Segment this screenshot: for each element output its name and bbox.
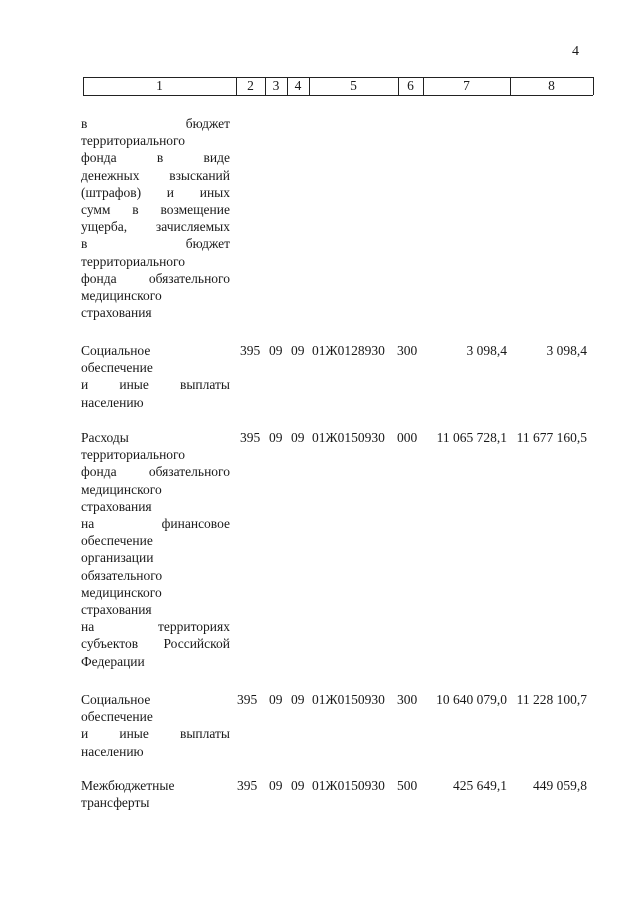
description-line: и иные выплаты <box>81 377 230 393</box>
cell-ministry-code: 395 <box>240 430 261 445</box>
cell-amount-year-2: 11 677 160,5 <box>516 430 587 445</box>
description-line: субъектов Российской <box>81 636 230 652</box>
description-line: страхования <box>81 305 152 321</box>
description-line: Социальное <box>81 343 151 358</box>
row-description <box>81 429 230 670</box>
description-line: обеспечение <box>81 533 153 549</box>
cell-ministry-code: 395 <box>237 692 258 707</box>
cell-amount-year-2: 11 228 100,7 <box>516 692 587 707</box>
cell-expense-type: 300 <box>397 692 418 707</box>
row-description <box>81 777 230 811</box>
cell-expense-type: 000 <box>397 430 418 445</box>
description-line: фонда обязательного <box>81 270 230 286</box>
cell-subsection: 09 <box>291 430 305 445</box>
description-line: Межбюджетные <box>81 778 175 793</box>
header-col-3: 3 <box>272 78 280 93</box>
header-bottom-rule <box>83 95 593 96</box>
cell-target-article: 01Ж0150930 <box>312 430 385 445</box>
row-description <box>81 691 230 760</box>
description-line: обязательного <box>81 567 163 583</box>
cell-ministry-code: 395 <box>240 343 261 358</box>
description-line: в бюджет <box>81 116 230 131</box>
cell-subsection: 09 <box>291 692 305 707</box>
description-line: сумм в возмещение <box>81 202 230 218</box>
description-line: на финансовое <box>81 516 230 532</box>
description-line: медицинского <box>81 584 162 600</box>
cell-amount-year-1: 3 098,4 <box>466 343 507 358</box>
description-line: фонда в виде <box>81 150 230 166</box>
header-col-2: 2 <box>247 78 254 93</box>
description-line: территориального <box>81 133 185 149</box>
cell-section: 09 <box>269 692 283 707</box>
header-col-8: 8 <box>548 78 555 93</box>
page-number: 4 <box>572 44 579 59</box>
cell-section: 09 <box>269 778 283 793</box>
cell-target-article: 01Ж0150930 <box>312 692 385 707</box>
cell-target-article: 01Ж0150930 <box>312 778 385 793</box>
description-line: обеспечение <box>81 709 153 725</box>
description-line: обеспечение <box>81 360 153 376</box>
description-line: в бюджет <box>81 236 230 252</box>
cell-amount-year-1: 10 640 079,0 <box>436 692 507 707</box>
description-line: территориального <box>81 447 185 463</box>
description-line: населению <box>81 743 144 759</box>
cell-subsection: 09 <box>291 343 305 358</box>
description-line: и иные выплаты <box>81 726 230 742</box>
description-line: медицинского <box>81 288 162 304</box>
description-line: (штрафов) и иных <box>81 184 230 200</box>
row-description <box>81 342 230 411</box>
cell-amount-year-1: 11 065 728,1 <box>436 430 507 445</box>
description-line: на территориях <box>81 619 230 635</box>
description-line: медицинского <box>81 481 162 497</box>
description-line: страхования <box>81 602 152 618</box>
cell-amount-year-2: 3 098,4 <box>546 343 587 358</box>
cell-expense-type: 300 <box>397 343 418 358</box>
description-line: ущерба, зачисляемых <box>81 219 230 235</box>
header-col-4: 4 <box>294 78 302 93</box>
description-line: Федерации <box>81 653 145 669</box>
column-separator <box>593 77 594 95</box>
header-col-6: 6 <box>407 78 414 93</box>
cell-amount-year-2: 449 059,8 <box>533 778 587 793</box>
description-line: территориального <box>81 253 185 269</box>
header-col-1: 1 <box>156 78 163 93</box>
description-line: страхования <box>81 498 152 514</box>
cell-section: 09 <box>269 343 283 358</box>
cell-subsection: 09 <box>291 778 305 793</box>
description-line: фонда обязательного <box>81 464 230 480</box>
description-line: Социальное <box>81 692 151 707</box>
description-line: трансферты <box>81 795 150 811</box>
cell-expense-type: 500 <box>397 778 418 793</box>
cell-target-article: 01Ж0128930 <box>312 343 385 358</box>
description-line: денежных взысканий <box>81 167 230 183</box>
row-description <box>81 115 230 321</box>
cell-ministry-code: 395 <box>237 778 258 793</box>
description-line: Расходы <box>81 430 129 445</box>
description-line: населению <box>81 394 144 410</box>
header-col-5: 5 <box>350 78 357 93</box>
cell-section: 09 <box>269 430 283 445</box>
cell-amount-year-1: 425 649,1 <box>453 778 507 793</box>
header-col-7: 7 <box>463 78 470 93</box>
description-line: организации <box>81 550 154 566</box>
